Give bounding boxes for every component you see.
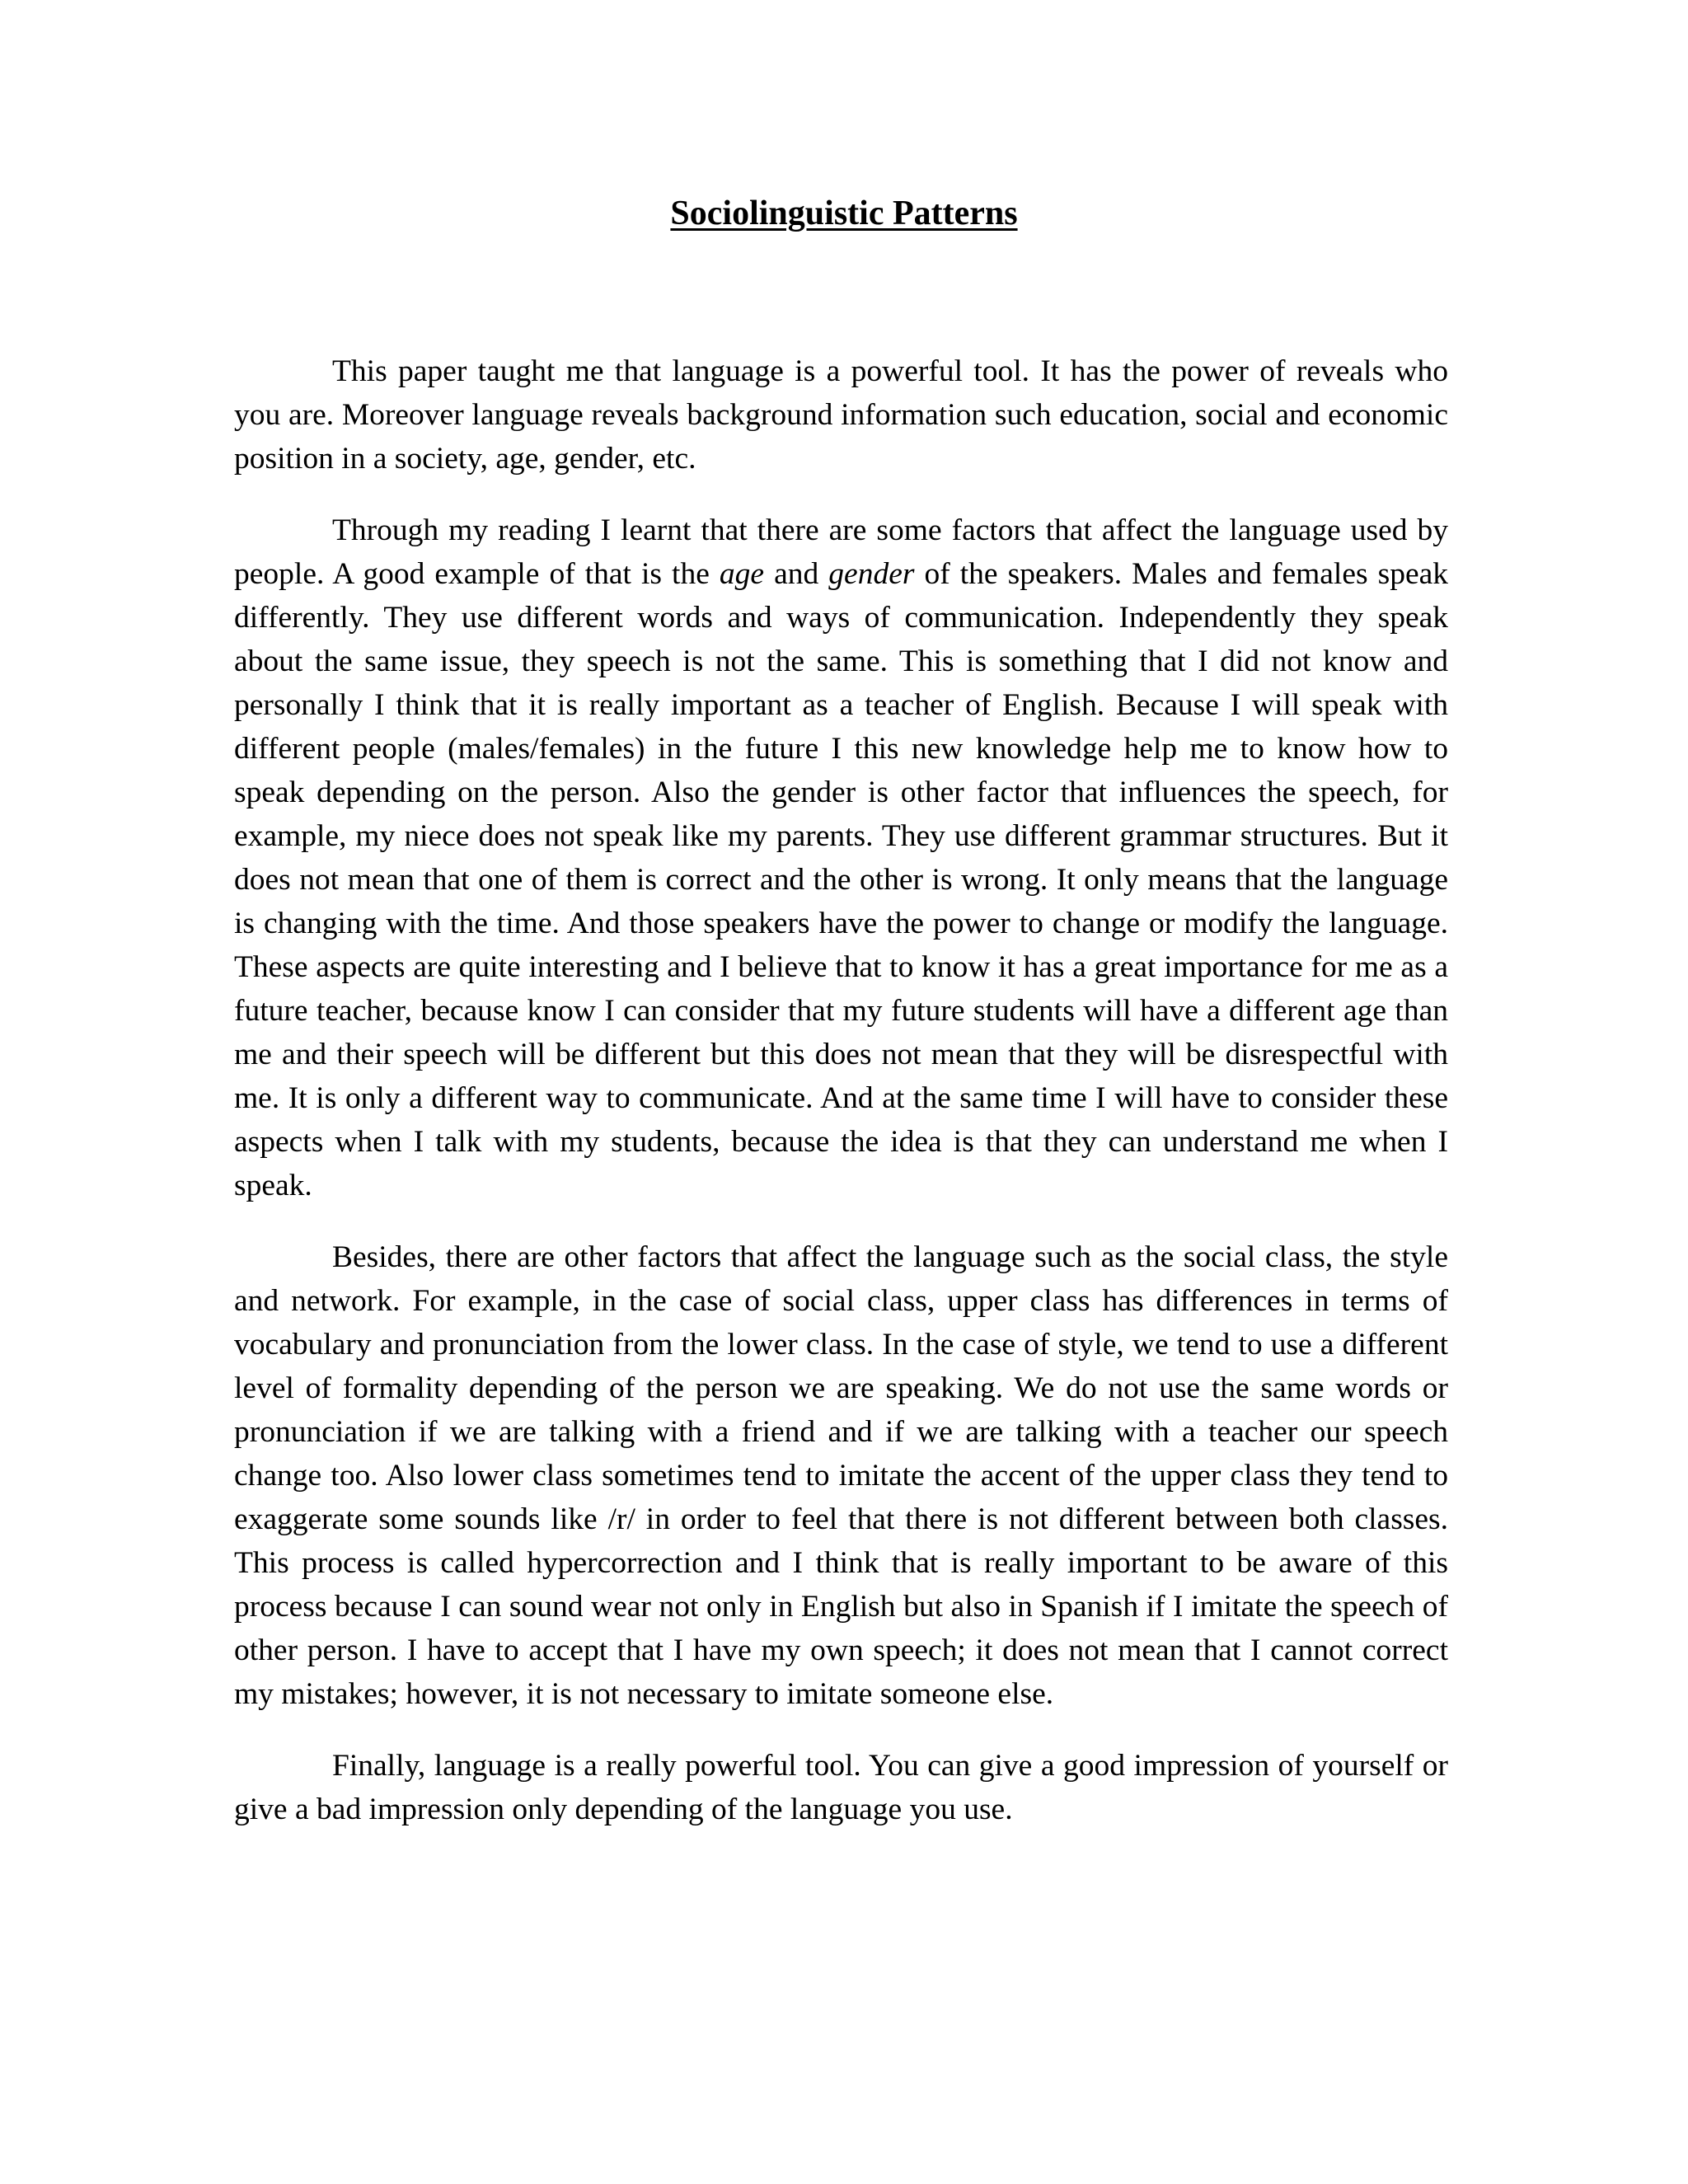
page-title: Sociolinguistic Patterns	[670, 194, 1018, 232]
essay-body	[234, 349, 1448, 1859]
paragraph-age-gender	[234, 509, 1448, 1207]
paragraph-age-gender-text-1: Through my reading I learnt that there are some factors that affect the language used by people. A good example of that is the	[234, 513, 1448, 591]
paragraph-intro: This paper taught me that language is a powerful tool. It has the power of reveals who you are. Moreover language reveals background information such education, social and economic position in a society, age, gender, etc.	[234, 354, 1448, 476]
italic-term-gender: gender	[828, 557, 915, 591]
paragraph-social-class: Besides, there are other factors that affect the language such as the social class, the style and network. For example, in the case of social class, upper class has differences in terms of vocabulary and pronunciation from the lower class. In the case of style, we tend to use a different level of formality depending of the person we are speaking. We do not use the same words or pronunciation if we are talking with a friend and if we are talking with a teacher our speech change too. Also lower class sometimes tend to imitate the accent of the upper class they tend to exaggerate some sounds like /r/ in order to feel that there is not different between both classes. This process is called hypercorrection and I think that is really important to be aware of this process because I can sound wear not only in English but also in Spanish if I imitate the speech of other person. I have to accept that I have my own speech; it does not mean that I cannot correct my mistakes; however, it is not necessary to imitate someone else.	[234, 1240, 1448, 1711]
paragraph-age-gender-text-3: of the speakers. Males and females speak differently. They use different words and ways of communication. Independently they speak about the same issue, they speech is not the same. This is something that I did not know and personally I think that it is really important as a teacher of English. Because I will speak with different people (males/females) in the future I this new knowledge help me to know how to speak depending on the person. Also the gender is other factor that influences the speech, for example, my niece does not speak like my parents. They use different grammar structures. But it does not mean that one of them is correct and the other is wrong. It only means that the language is changing with the time. And those speakers have the power to change or modify the language. These aspects are quite interesting and I believe that to know it has a great importance for me as a future teacher, because know I can consider that my future students will have a different age than me and their speech will be different but this does not mean that they will be disrespectful with me. It is only a different way to communicate. And at the same time I will have to consider these aspects when I talk with my students, because the idea is that they can understand me when I speak.	[234, 557, 1449, 1202]
paragraph-conclusion: Finally, language is a really powerful tool. You can give a good impression of yourself or give a bad impression only depending of the language you use.	[234, 1749, 1448, 1826]
italic-term-age: age	[719, 557, 765, 591]
paragraph-age-gender-text-2: and	[764, 557, 829, 591]
